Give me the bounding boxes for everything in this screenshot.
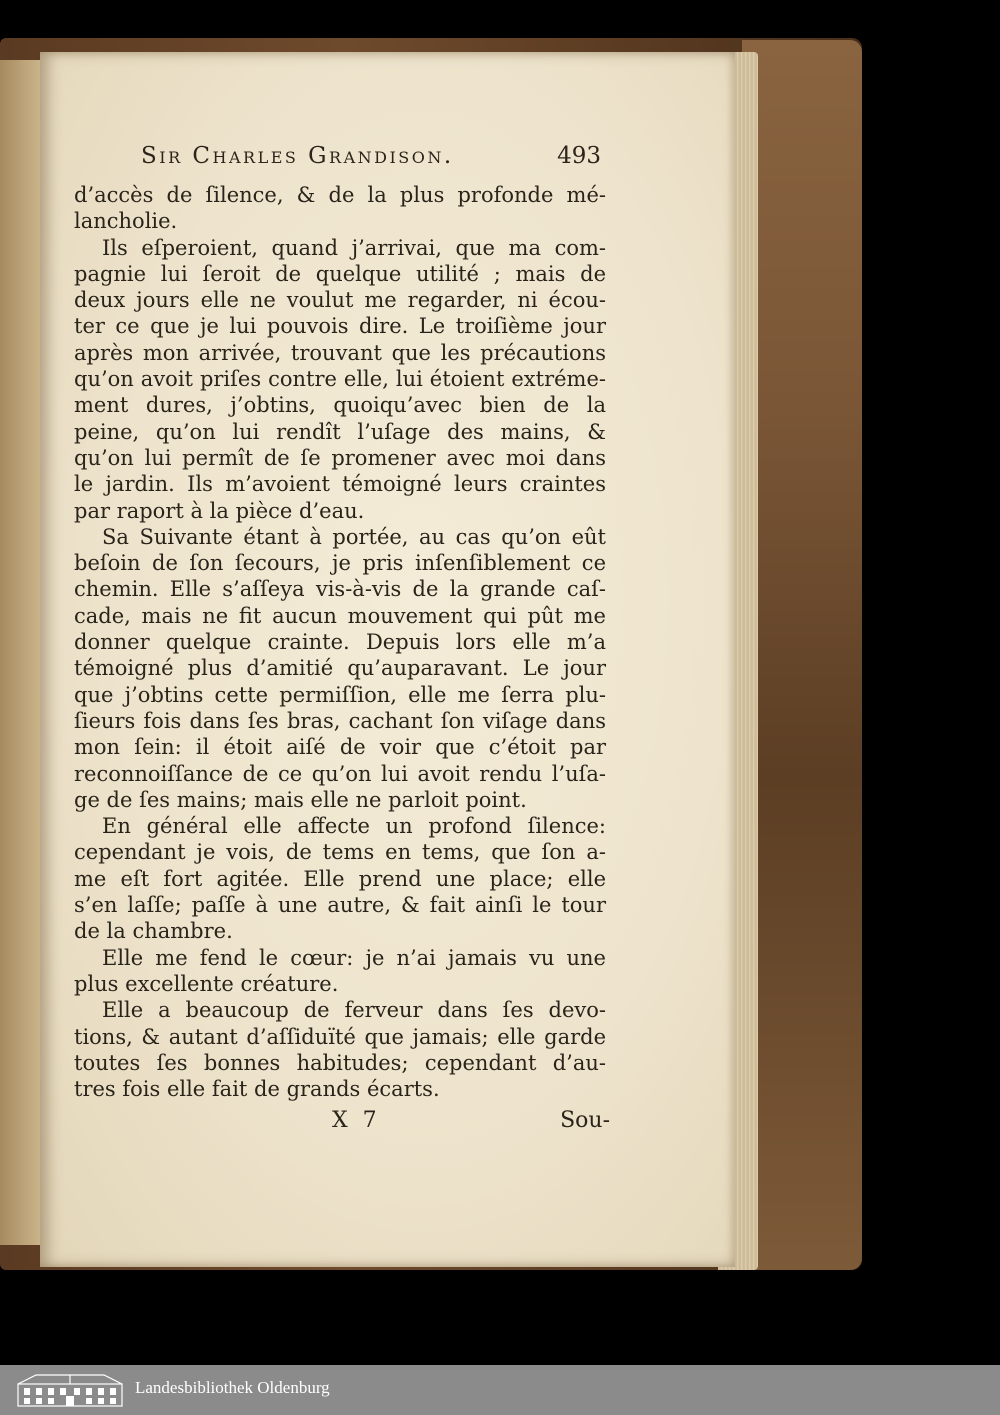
text-line: lancholie. [74,209,178,234]
text-line: ment dures, j’obtins, quoiqu’avec bien de la [74,393,606,418]
text-line: me eſt fort agitée. Elle prend une place; elle [74,866,606,891]
text-line: plus excellente créature. [74,971,339,996]
text-line: qu’on avoit priſes contre elle, lui étoient extréme- [74,367,606,392]
text-line: Sa Suivante étant à portée, au cas qu’on eût [102,524,606,549]
text-line: Elle me fend le cœur: je n’ai jamais vu une [102,945,606,970]
running-head-title: Sir Charles Grandison. [141,143,454,169]
text-line: pagnie lui ſeroit de quelque utilité ; mais de [74,261,606,286]
text-line: chemin. Elle s’aſſeya vis-à-vis de la grande caſ- [74,577,606,602]
text-line: ter ce que je lui pouvois dire. Le troiſième jour [74,314,606,339]
page-number: 493 [557,143,601,169]
text-line: cependant je vois, de tems en tems, que ſon a- [74,840,606,865]
text-line: le jardin. Ils m’avoient témoigné leurs craintes [74,472,606,497]
running-head [141,143,601,171]
text-line: peine, qu’on lui rendît l’uſage des mains, & [74,419,606,444]
text-line: En général elle affecte un profond ſilence: [102,814,606,839]
text-line: mon ſein: il étoit aiſé de voir que c’étoit par [74,735,606,760]
text-line: par raport à la pièce d’eau. [74,498,365,523]
text-line: tions, & autant d’aſſiduïté que jamais; elle garde [74,1024,606,1049]
text-line: que j’obtins cette permiſſion, elle me ſerra plu- [74,682,606,707]
text-line: deux jours elle ne voulut me regarder, ni écou- [74,288,606,313]
catchword: Sou- [560,1108,610,1133]
library-name: Landesbibliothek Oldenburg [135,1378,330,1397]
text-line: beſoin de ſon ſecours, je pris inſenſiblement ce [74,551,606,576]
text-line: reconnoiſſance de ce qu’on lui avoit rendu l’uſa- [74,761,606,786]
text-line: témoigné plus d’amitié qu’auparavant. Le jour [74,656,606,681]
text-line: d’accès de ſilence, & de la plus profonde mé- [74,183,606,207]
cover-edge [742,40,862,1270]
text-line: ſieurs fois dans ſes bras, cachant ſon viſage dans [74,708,606,733]
facing-page-edge [0,60,40,1245]
text-line: s’en laſſe; paſſe à une autre, & fait ainſi le tour [74,893,606,918]
library-building-icon [16,1372,124,1408]
text-line: cade, mais ne fit aucun mouvement qui pût me [74,603,606,628]
text-line: tres fois elle fait de grands écarts. [74,1077,440,1102]
text-line: Elle a beaucoup de ferveur dans ſes devo- [102,998,606,1023]
library-banner [0,1365,1000,1415]
text-line: ge de ſes mains; mais elle ne parloit point. [74,787,527,812]
text-line: qu’on lui permît de ſe promener avec moi dans [74,445,606,470]
text-line: toutes ſes bonnes habitudes; cependant d’au- [74,1050,606,1075]
text-line: de la chambre. [74,919,233,944]
signature-mark: X 7 [332,1108,381,1133]
text-line: donner quelque crainte. Depuis lors elle m’a [74,630,606,655]
text-line: Ils eſperoient, quand j’arrivai, que ma com- [102,235,606,260]
text-line: après mon arrivée, trouvant que les précautions [74,340,606,365]
page-text [74,182,606,1102]
page-footer [74,1108,610,1138]
